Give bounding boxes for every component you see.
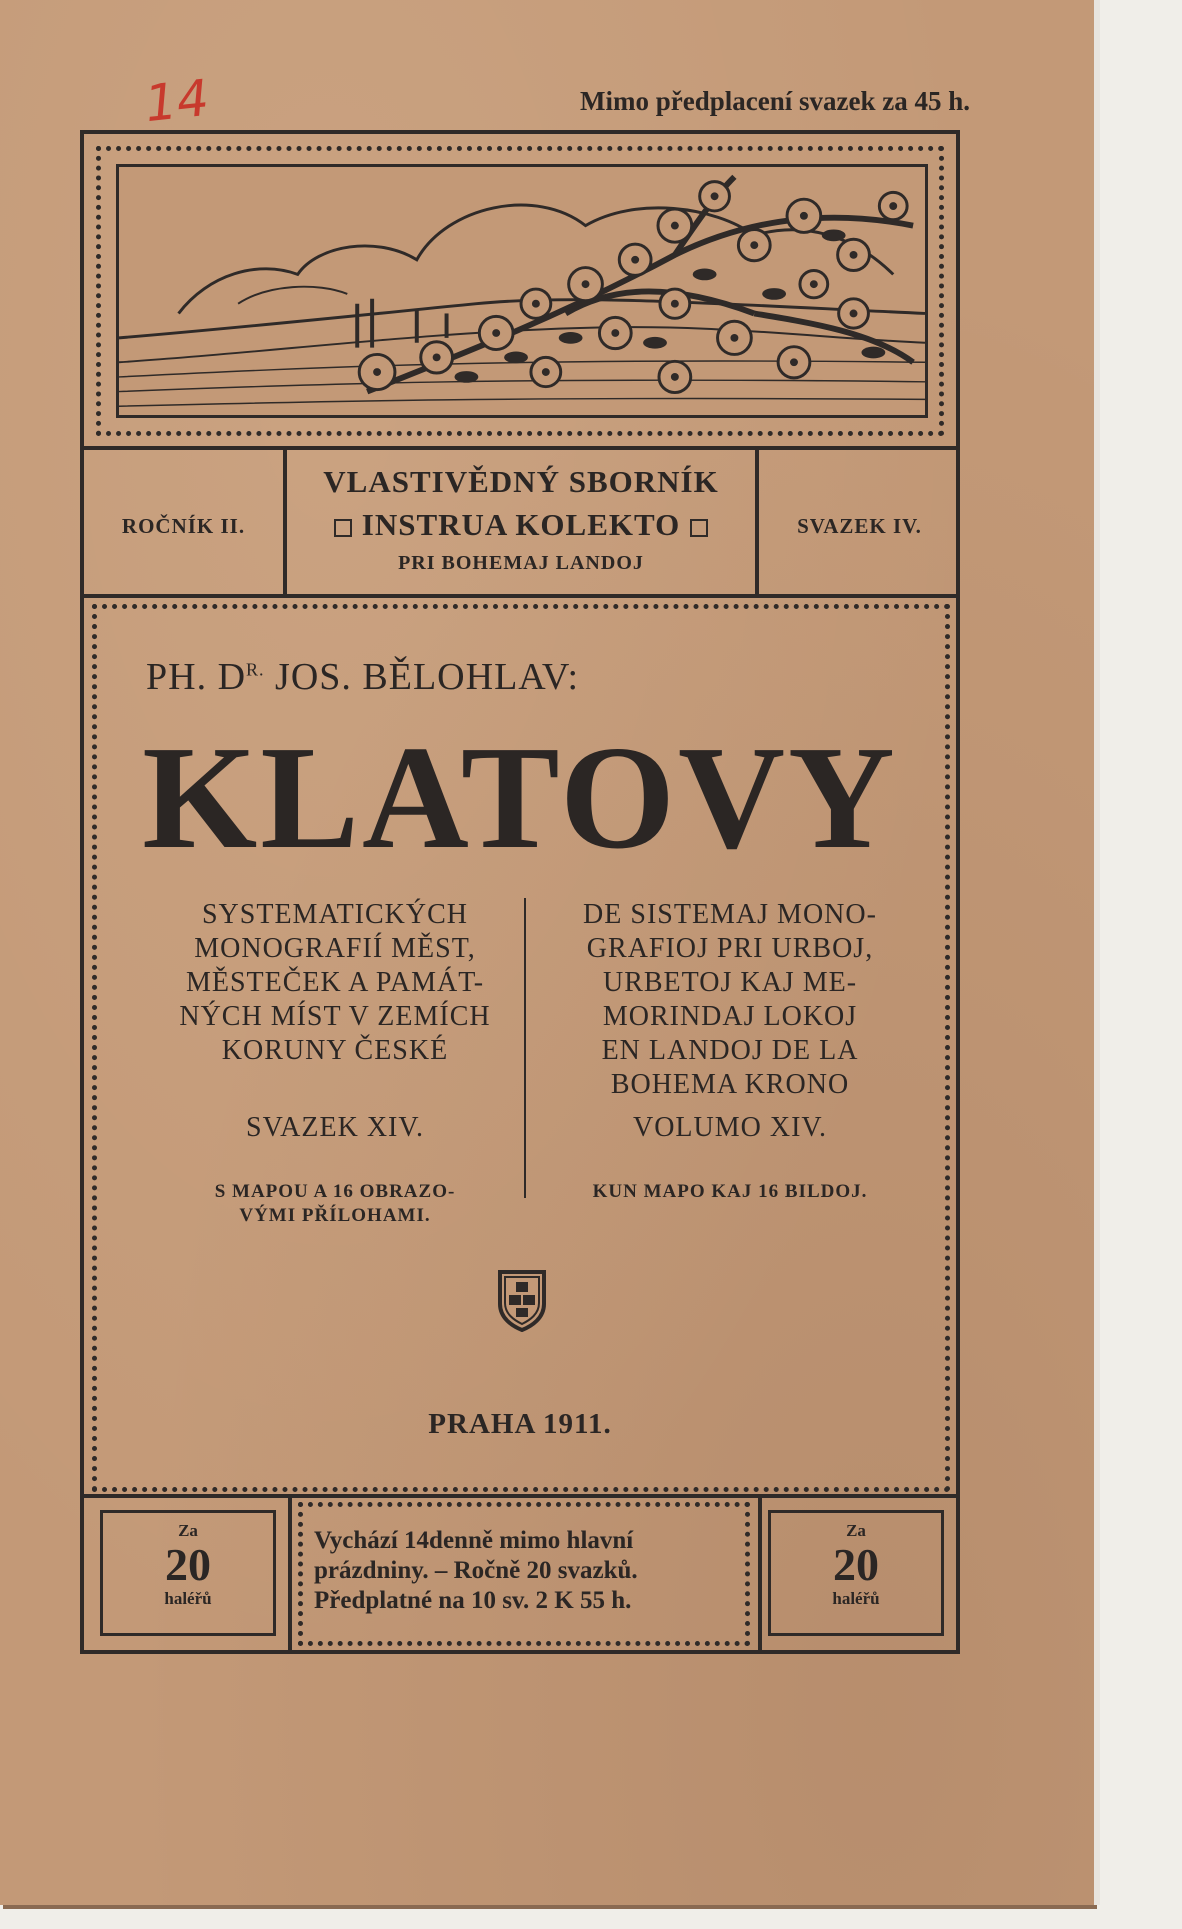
square-ornament-icon: [690, 519, 708, 537]
czech-line: MONOGRAFIÍ MĚST,: [194, 933, 476, 964]
esperanto-line: BOHEMA KRONO: [610, 1069, 850, 1100]
volume-label: SVAZEK IV.: [797, 514, 922, 538]
esperanto-volume: VOLUMO XIV.: [632, 1112, 828, 1143]
footer-divider-left: [288, 1494, 292, 1654]
header-bottom-rule: [80, 594, 960, 598]
esperanto-description: [540, 898, 920, 1102]
price-box-right: [768, 1510, 944, 1636]
footer-top-rule: [80, 1494, 960, 1498]
czech-note-line: S MAPOU A 16 OBRAZO-: [214, 1181, 456, 1202]
price-unit: haléřů: [832, 1589, 880, 1608]
esperanto-line: DE SISTEMAJ MONO-: [583, 899, 877, 930]
square-ornament-icon: [334, 519, 352, 537]
czech-line: NÝCH MÍST V ZEMÍCH: [179, 1001, 491, 1032]
price-amount: 20: [833, 1539, 879, 1590]
price-box-left: [100, 1510, 276, 1636]
book-title: KLATOVY: [142, 716, 898, 880]
info-line: Předplatné na 10 sv. 2 K 55 h.: [314, 1587, 632, 1614]
czech-description: [150, 898, 520, 1068]
author-surname: JOS. BĚLOHLAV:: [275, 656, 580, 698]
esperanto-line: EN LANDOJ DE LA: [601, 1035, 859, 1066]
esperanto-note: KUN MAPO KAJ 16 BILDOJ.: [592, 1181, 868, 1202]
esperanto-line: GRAFIOJ PRI URBOJ,: [586, 933, 874, 964]
series-title-line1: VLASTIVĚDNÝ SBORNÍK: [323, 464, 719, 499]
shield-emblem-icon: [496, 1268, 548, 1332]
author-sup: R.: [246, 659, 265, 680]
column-divider: [524, 898, 526, 1198]
author-name: [146, 655, 906, 699]
czech-line: KORUNY ČESKÉ: [221, 1035, 449, 1066]
esperanto-line: URBETOJ KAJ ME-: [602, 967, 858, 998]
landscape-blossom-illustration: [116, 164, 928, 418]
price-za: Za: [846, 1521, 866, 1540]
page-edge-strip: [1094, 0, 1100, 1905]
price-unit: haléřů: [164, 1589, 212, 1608]
handwritten-note: 14: [142, 68, 212, 134]
subscription-info: [314, 1526, 744, 1616]
price-za: Za: [178, 1521, 198, 1540]
header-top-rule: [80, 446, 960, 450]
info-line: prázdniny. – Ročně 20 svazků.: [314, 1557, 638, 1584]
czech-note: [150, 1180, 520, 1228]
footer-divider-right: [758, 1494, 762, 1654]
author-prefix: PH. D: [146, 656, 247, 698]
place-and-year: PRAHA 1911.: [428, 1408, 612, 1440]
price-amount: 20: [165, 1539, 211, 1590]
info-line: Vychází 14denně mimo hlavní: [314, 1527, 634, 1554]
series-subtitle: PRI BOHEMAJ LANDOJ: [398, 552, 644, 574]
czech-line: MĚSTEČEK A PAMÁT-: [185, 967, 485, 998]
single-issue-price: Mimo předplacení svazek za 45 h.: [580, 86, 970, 116]
series-title-line2: [287, 506, 755, 544]
series-title-line2-text: INSTRUA KOLEKTO: [361, 507, 681, 542]
czech-note-line: VÝMI PŘÍLOHAMI.: [239, 1205, 431, 1226]
esperanto-line: MORINDAJ LOKOJ: [602, 1001, 858, 1032]
year-label: ROČNÍK II.: [121, 514, 246, 538]
czech-volume: SVAZEK XIV.: [246, 1112, 424, 1143]
czech-line: SYSTEMATICKÝCH: [201, 899, 469, 930]
